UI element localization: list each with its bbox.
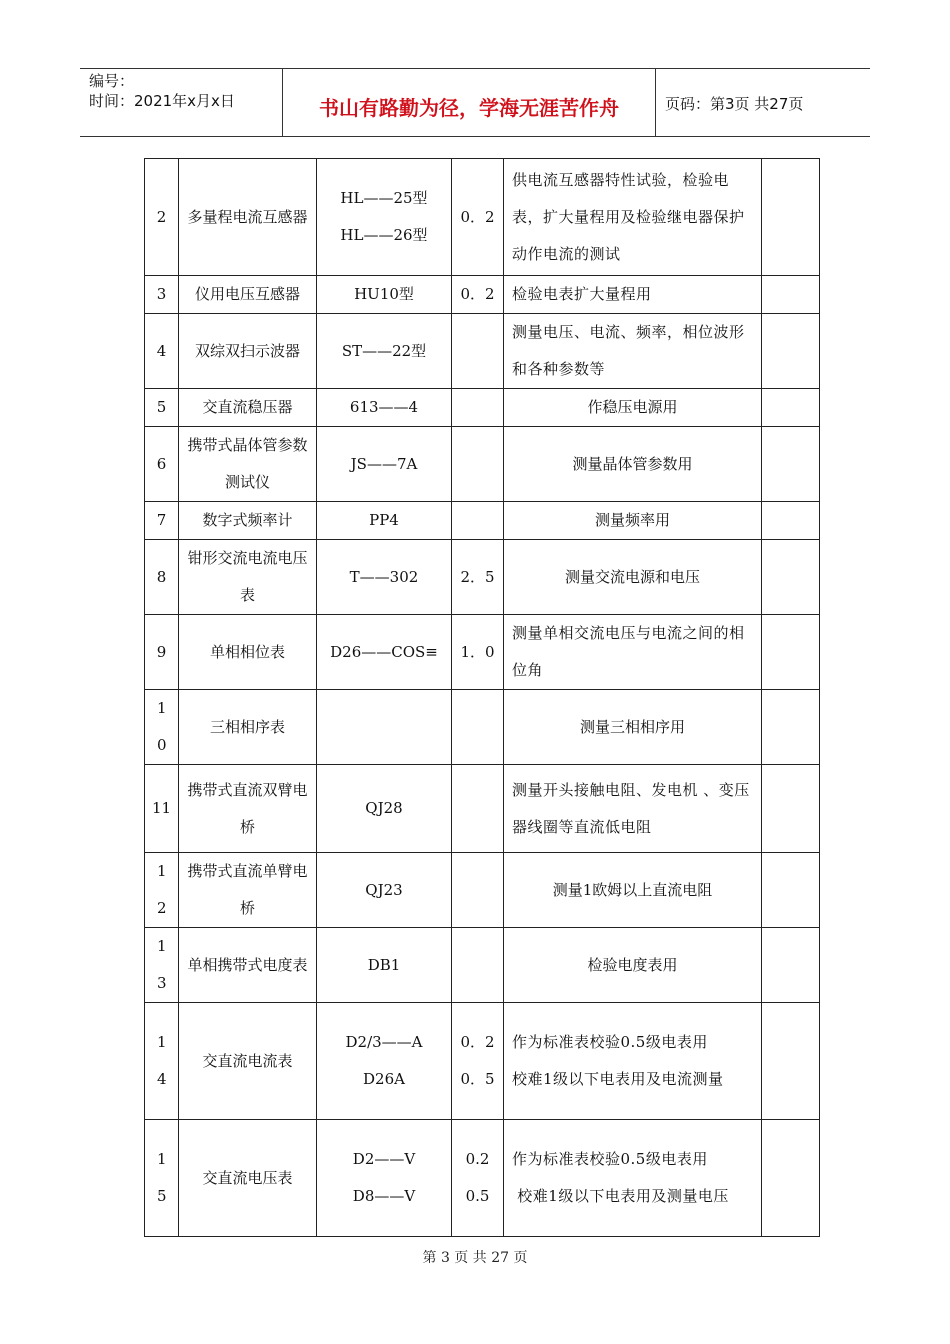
model-cell: [317, 276, 452, 314]
accuracy-grade: [452, 690, 504, 765]
instrument-name: [179, 1120, 317, 1237]
usage-text: 测量晶体管参数用: [572, 454, 693, 473]
usage-description: [504, 389, 762, 427]
model-cell: [317, 389, 452, 427]
row-number: [145, 389, 179, 427]
row-number: [145, 159, 179, 276]
row-number-text: 3: [156, 285, 167, 303]
row-number-text: 11: [151, 799, 172, 817]
model-text: HL——25型: [340, 189, 428, 207]
model-cell: [317, 1120, 452, 1237]
row-number-text: 4: [156, 341, 167, 360]
usage-text: 作为标准表校验0.5级电表用 校难1级以下电表用及电流测量: [512, 1033, 724, 1088]
instrument-name-text: 仪用电压互感器: [194, 285, 300, 303]
accuracy-grade: [452, 427, 504, 502]
table-row: [145, 1120, 820, 1237]
instrument-name: [179, 853, 317, 928]
header-page-info: 页码：第3页 共27页: [665, 95, 804, 113]
instrument-name: [179, 1003, 317, 1120]
model-text: D2/3——A: [345, 1033, 423, 1051]
instrument-name-text: 双综双扫示波器: [194, 341, 300, 360]
table-row: [145, 853, 820, 928]
accuracy-grade: [452, 159, 504, 276]
model-cell: [317, 502, 452, 540]
row-number: [145, 540, 179, 615]
instrument-name-text: 交直流电流表: [202, 1051, 293, 1070]
remark-cell: [762, 615, 820, 690]
table-row: [145, 615, 820, 690]
usage-text: 检验电表扩大量程用: [512, 285, 652, 303]
row-number-text: 14: [157, 1033, 167, 1088]
row-number-text: 2: [156, 207, 167, 226]
instrument-name: [179, 928, 317, 1003]
grade-text: 0．2: [460, 285, 495, 303]
usage-description: [504, 928, 762, 1003]
model-text: D8——V: [352, 1187, 416, 1205]
usage-description: [504, 765, 762, 853]
grade-text: 0．5: [460, 1070, 495, 1088]
model-text: D26——COS≡: [330, 642, 438, 661]
table-row: [145, 765, 820, 853]
usage-text: 测量交流电源和电压: [564, 567, 700, 586]
table-row: [145, 1003, 820, 1120]
accuracy-grade: [452, 853, 504, 928]
instrument-name-text: 钳形交流电流电压表: [187, 549, 308, 604]
row-number-text: 7: [156, 511, 167, 529]
usage-description: [504, 1120, 762, 1237]
usage-description: [504, 314, 762, 389]
instrument-name-text: 数字式频率计: [202, 511, 293, 529]
model-text: HU10型: [354, 285, 414, 303]
remark-cell: [762, 1003, 820, 1120]
instrument-name-text: 携带式直流单臂电桥: [187, 862, 308, 917]
instrument-name-text: 交直流稳压器: [202, 398, 293, 416]
usage-description: [504, 159, 762, 276]
header-divider-2: [655, 68, 656, 136]
row-number: [145, 314, 179, 389]
grade-text: 0.5: [465, 1187, 490, 1205]
usage-description: [504, 276, 762, 314]
row-number-text: 8: [156, 567, 167, 586]
model-text: QJ23: [365, 880, 403, 899]
row-number-text: 9: [156, 642, 167, 661]
usage-text: 测量1欧姆以上直流电阻: [552, 880, 713, 899]
remark-cell: [762, 502, 820, 540]
table-row: [145, 928, 820, 1003]
model-cell: [317, 1003, 452, 1120]
instrument-name: [179, 690, 317, 765]
usage-description: [504, 615, 762, 690]
grade-text: 0．2: [460, 1033, 495, 1051]
model-cell: [317, 427, 452, 502]
usage-description: [504, 540, 762, 615]
row-number: [145, 690, 179, 765]
model-cell: [317, 928, 452, 1003]
instrument-name-text: 单相相位表: [209, 642, 285, 661]
instrument-name: [179, 502, 317, 540]
model-cell: [317, 765, 452, 853]
model-cell: [317, 540, 452, 615]
row-number: [145, 1120, 179, 1237]
model-cell: [317, 314, 452, 389]
instrument-name-text: 三相相序表: [209, 717, 285, 736]
model-text: D2——V: [352, 1150, 416, 1168]
instrument-name: [179, 389, 317, 427]
row-number: [145, 765, 179, 853]
model-text: T——302: [349, 567, 419, 586]
table-row: [145, 502, 820, 540]
usage-text: 测量电压、电流、频率，相位波形和各种参数等: [512, 323, 745, 378]
usage-text: 供电流互感器特性试验，检验电表，扩大量程用及检验继电器保护动作电流的测试: [512, 170, 745, 263]
remark-cell: [762, 314, 820, 389]
table-row: [145, 690, 820, 765]
page-footer: 第 3 页 共 27 页: [422, 1250, 528, 1266]
usage-text: 检验电度表用: [587, 955, 678, 974]
usage-description: [504, 1003, 762, 1120]
row-number: [145, 276, 179, 314]
row-number-text: 5: [156, 398, 167, 416]
instrument-name-text: 单相携带式电度表: [187, 955, 308, 974]
header-top-rule: [80, 68, 870, 69]
row-number: [145, 427, 179, 502]
row-number-text: 15: [157, 1150, 167, 1205]
usage-text: 测量频率用: [594, 511, 670, 529]
remark-cell: [762, 276, 820, 314]
row-number: [145, 928, 179, 1003]
usage-text: 测量单相交流电压与电流之间的相位角: [512, 624, 745, 679]
accuracy-grade: [452, 1003, 504, 1120]
model-text: JS——7A: [350, 454, 418, 473]
usage-text: 测量开头接触电阻、发电机 、变压器线圈等直流低电阻: [512, 780, 750, 836]
remark-cell: [762, 389, 820, 427]
header-meta: [89, 71, 235, 111]
model-cell: [317, 690, 452, 765]
model-text: DB1: [367, 955, 401, 974]
instrument-name-text: 携带式晶体管参数测试仪: [187, 436, 308, 491]
remark-cell: [762, 427, 820, 502]
table-row: [145, 314, 820, 389]
row-number-text: 13: [157, 937, 167, 992]
instrument-name: [179, 540, 317, 615]
remark-cell: [762, 765, 820, 853]
model-text: PP4: [369, 511, 399, 529]
usage-text: 作为标准表校验0.5级电表用 校难1级以下电表用及测量电压: [512, 1150, 729, 1205]
grade-text: 2．5: [460, 567, 495, 586]
table-row: [145, 159, 820, 276]
remark-cell: [762, 928, 820, 1003]
instrument-name: [179, 615, 317, 690]
row-number-text: 6: [156, 454, 167, 473]
model-cell: [317, 615, 452, 690]
model-text: HL——26型: [340, 226, 428, 244]
row-number: [145, 615, 179, 690]
model-cell: [317, 159, 452, 276]
instrument-table: [144, 158, 820, 1237]
accuracy-grade: [452, 540, 504, 615]
accuracy-grade: [452, 389, 504, 427]
table-row: [145, 540, 820, 615]
instrument-name-text: 多量程电流互感器: [187, 207, 308, 226]
usage-description: [504, 853, 762, 928]
usage-description: [504, 690, 762, 765]
usage-description: [504, 427, 762, 502]
row-number: [145, 853, 179, 928]
grade-text: 0.2: [465, 1150, 490, 1168]
header-bottom-rule: [80, 136, 870, 137]
row-number-text: 12: [157, 862, 167, 917]
model-text: ST——22型: [341, 341, 427, 360]
table-row: [145, 427, 820, 502]
row-number: [145, 1003, 179, 1120]
model-text: D26A: [363, 1070, 405, 1088]
table-row: [145, 276, 820, 314]
accuracy-grade: [452, 276, 504, 314]
accuracy-grade: [452, 765, 504, 853]
serial-label: 编号：: [89, 72, 135, 90]
instrument-name-text: 携带式直流双臂电桥: [187, 780, 308, 836]
remark-cell: [762, 1120, 820, 1237]
instrument-name: [179, 427, 317, 502]
usage-text: 测量三相相序用: [579, 717, 685, 736]
row-number: [145, 502, 179, 540]
grade-text: 0．2: [460, 207, 495, 226]
instrument-name: [179, 314, 317, 389]
instrument-name: [179, 765, 317, 853]
model-cell: [317, 853, 452, 928]
date-line: 时间：2021年x月x日: [89, 92, 235, 110]
remark-cell: [762, 540, 820, 615]
remark-cell: [762, 853, 820, 928]
model-text: 613——4: [349, 398, 419, 416]
remark-cell: [762, 690, 820, 765]
instrument-name: [179, 159, 317, 276]
instrument-name: [179, 276, 317, 314]
accuracy-grade: [452, 1120, 504, 1237]
accuracy-grade: [452, 502, 504, 540]
table-row: [145, 389, 820, 427]
row-number-text: 10: [157, 699, 167, 754]
accuracy-grade: [452, 928, 504, 1003]
grade-text: 1．0: [460, 642, 495, 661]
remark-cell: [762, 159, 820, 276]
instrument-name-text: 交直流电压表: [202, 1168, 293, 1187]
accuracy-grade: [452, 615, 504, 690]
model-text: QJ28: [365, 799, 403, 817]
usage-description: [504, 502, 762, 540]
accuracy-grade: [452, 314, 504, 389]
usage-text: 作稳压电源用: [587, 398, 678, 416]
header-motto: 书山有路勤为径，学海无涯苦作舟: [319, 96, 619, 120]
